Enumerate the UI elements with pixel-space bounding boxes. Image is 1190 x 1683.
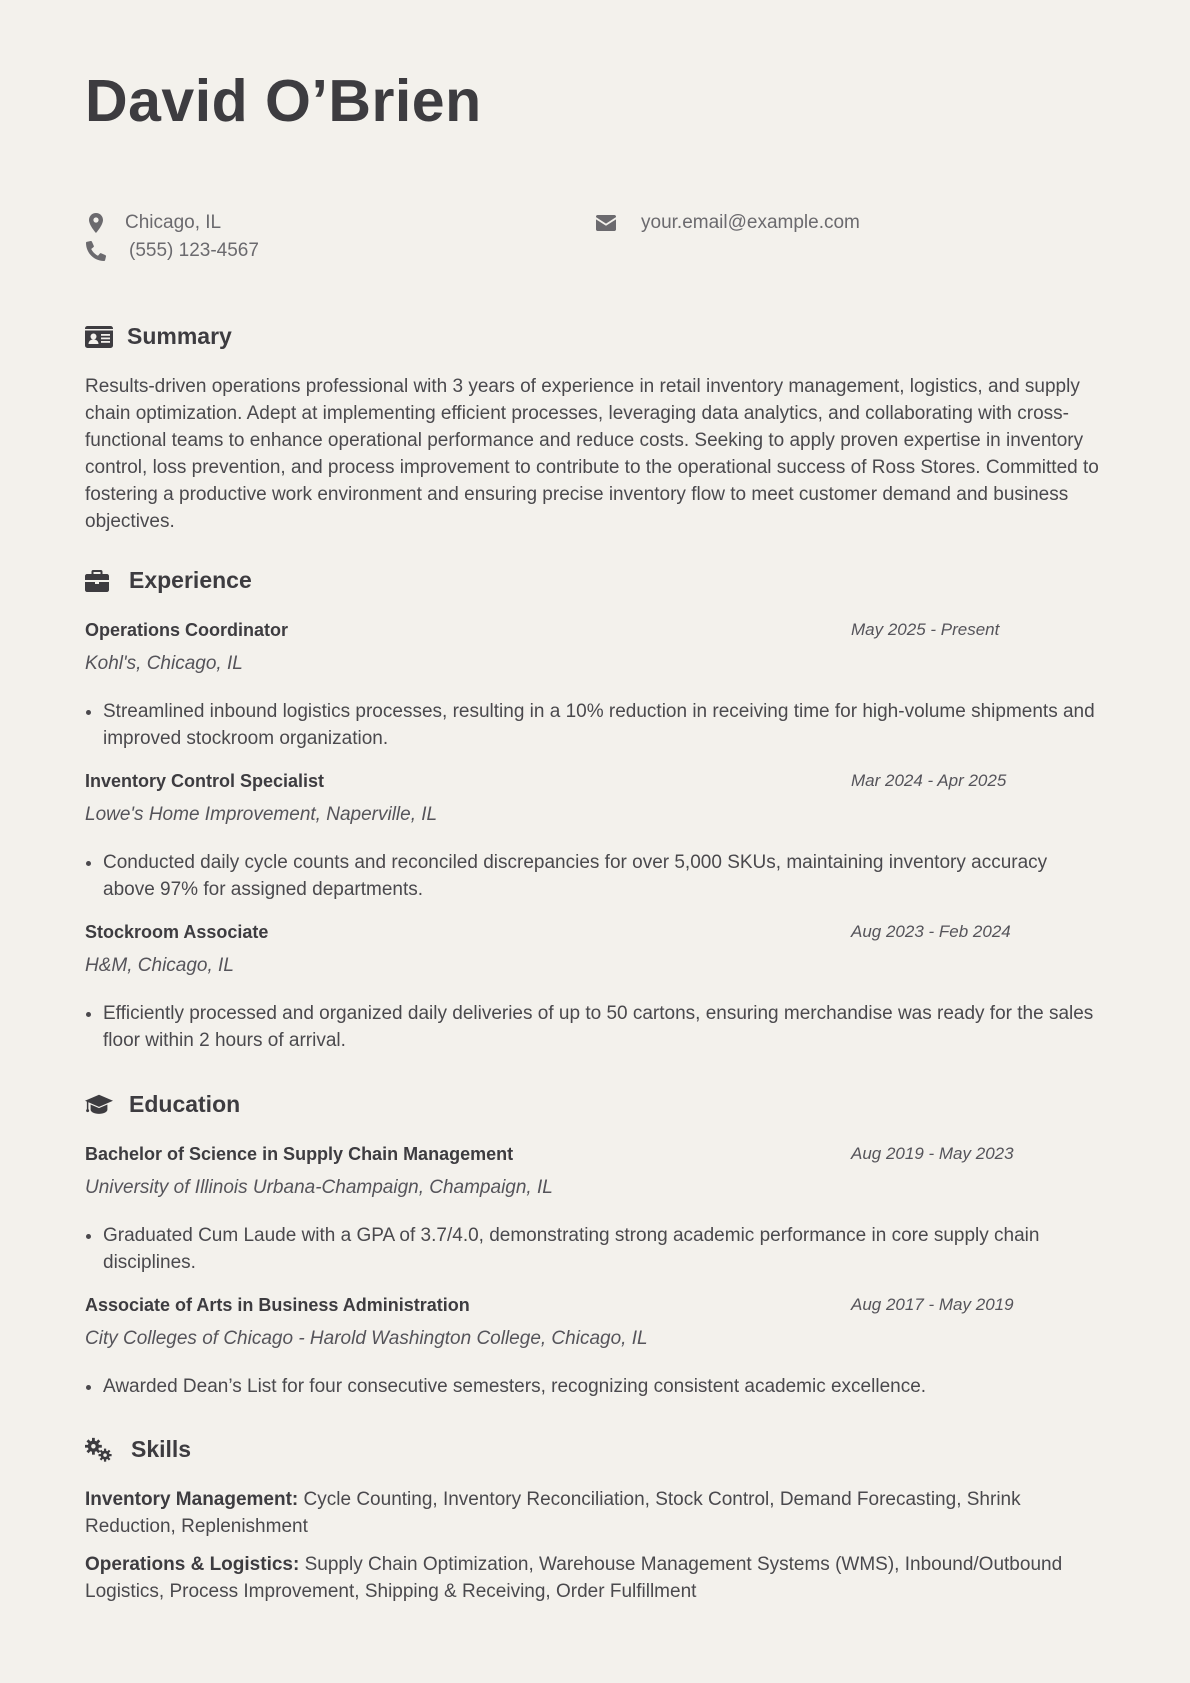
cogs-icon <box>85 1437 113 1463</box>
contact-email <box>595 212 860 234</box>
skills-heading <box>85 1436 191 1463</box>
job-title: Inventory Control Specialist <box>85 771 325 791</box>
skills-title: Skills <box>131 1436 192 1462</box>
skill-group-items: Supply Chain Optimization, Warehouse Management Systems (WMS), Inbound/Outbound Logistics, Process Improvement, Shipping & Receiving, Order Fulfillment <box>85 1554 1063 1602</box>
degree-bullets <box>85 1373 1103 1400</box>
degree-bullets <box>85 1222 1103 1276</box>
job-bullet: • Efficiently processed and organized daily deliveries of up to 50 cartons, ensuring merchandise was ready for the sales floor within 2 hours of arrival. <box>103 1000 1103 1054</box>
map-marker-icon <box>85 213 107 233</box>
skill-group-operations <box>85 1551 1113 1605</box>
briefcase-icon <box>85 570 113 592</box>
job-bullets <box>85 849 1103 903</box>
job-organization: H&M, Chicago, IL <box>85 955 234 976</box>
degree-title: Bachelor of Science in Supply Chain Management <box>85 1144 514 1164</box>
experience-entry-2 <box>85 769 1105 903</box>
job-bullet: • Streamlined inbound logistics processes, resulting in a 10% reduction in receiving time for high-volume shipments and improved stockroom organization. <box>103 698 1103 752</box>
education-heading <box>85 1091 240 1118</box>
job-date: Mar 2024 - Apr 2025 <box>851 771 1007 790</box>
contact-location <box>85 212 221 234</box>
job-bullets <box>85 1000 1103 1054</box>
job-organization: Lowe's Home Improvement, Naperville, IL <box>85 804 438 825</box>
phone-text: (555) 123-4567 <box>129 240 259 261</box>
education-entry-2 <box>85 1293 1105 1400</box>
degree-date: Aug 2017 - May 2019 <box>851 1295 1014 1314</box>
job-title: Operations Coordinator <box>85 620 289 640</box>
experience-entry-1 <box>85 618 1105 752</box>
degree-bullet: • Graduated Cum Laude with a GPA of 3.7/4.0, demonstrating strong academic performance in core supply chain disciplines. <box>103 1222 1103 1276</box>
job-bullets <box>85 698 1103 752</box>
contact-phone <box>85 240 259 262</box>
job-organization: Kohl's, Chicago, IL <box>85 653 243 674</box>
skill-group-label: Inventory Management: <box>85 1489 299 1510</box>
job-date: May 2025 - Present <box>851 620 1000 639</box>
email-text: your.email@example.com <box>641 212 860 233</box>
degree-date: Aug 2019 - May 2023 <box>851 1144 1014 1163</box>
phone-icon <box>85 241 107 261</box>
experience-title: Experience <box>129 567 252 593</box>
school-name: City Colleges of Chicago - Harold Washington College, Chicago, IL <box>85 1328 648 1349</box>
school-name: University of Illinois Urbana-Champaign, Champaign, IL <box>85 1177 553 1198</box>
skill-group-inventory <box>85 1486 1113 1540</box>
degree-title: Associate of Arts in Business Administration <box>85 1295 470 1315</box>
skill-group-items: Cycle Counting, Inventory Reconciliation, Stock Control, Demand Forecasting, Shrink Reduction, Replenishment <box>85 1489 1021 1537</box>
summary-text: Results-driven operations professional with 3 years of experience in retail inventory management, logistics, and supply chain optimization. Adept at implementing efficient processes, leveraging data analytics, and collaborating with cross-functional teams to enhance operational performance and reduce costs. Seeking to apply proven expertise in inventory control, loss prevention, and process improvement to contribute to the operational success of Ross Stores. Committed to fostering a productive work environment and ensuring precise inventory flow to meet customer demand and business objectives. <box>85 376 1099 532</box>
experience-heading <box>85 567 252 594</box>
education-title: Education <box>129 1091 241 1117</box>
degree-bullet: • Awarded Dean’s List for four consecutive semesters, recognizing consistent academic excellence. <box>103 1373 1103 1400</box>
education-entry-1 <box>85 1142 1105 1276</box>
location-text: Chicago, IL <box>125 212 222 233</box>
summary-title: Summary <box>127 323 232 349</box>
graduation-cap-icon <box>85 1094 113 1116</box>
id-card-icon <box>85 326 113 348</box>
job-title: Stockroom Associate <box>85 922 269 942</box>
experience-entry-3 <box>85 920 1105 1054</box>
summary-heading <box>85 323 232 350</box>
envelope-icon <box>595 215 617 231</box>
candidate-name: David O’Brien <box>85 68 482 134</box>
skill-group-label: Operations & Logistics: <box>85 1554 300 1575</box>
job-bullet: • Conducted daily cycle counts and reconciled discrepancies for over 5,000 SKUs, maintaining inventory accuracy above 97% for assigned departments. <box>103 849 1103 903</box>
job-date: Aug 2023 - Feb 2024 <box>851 922 1011 941</box>
